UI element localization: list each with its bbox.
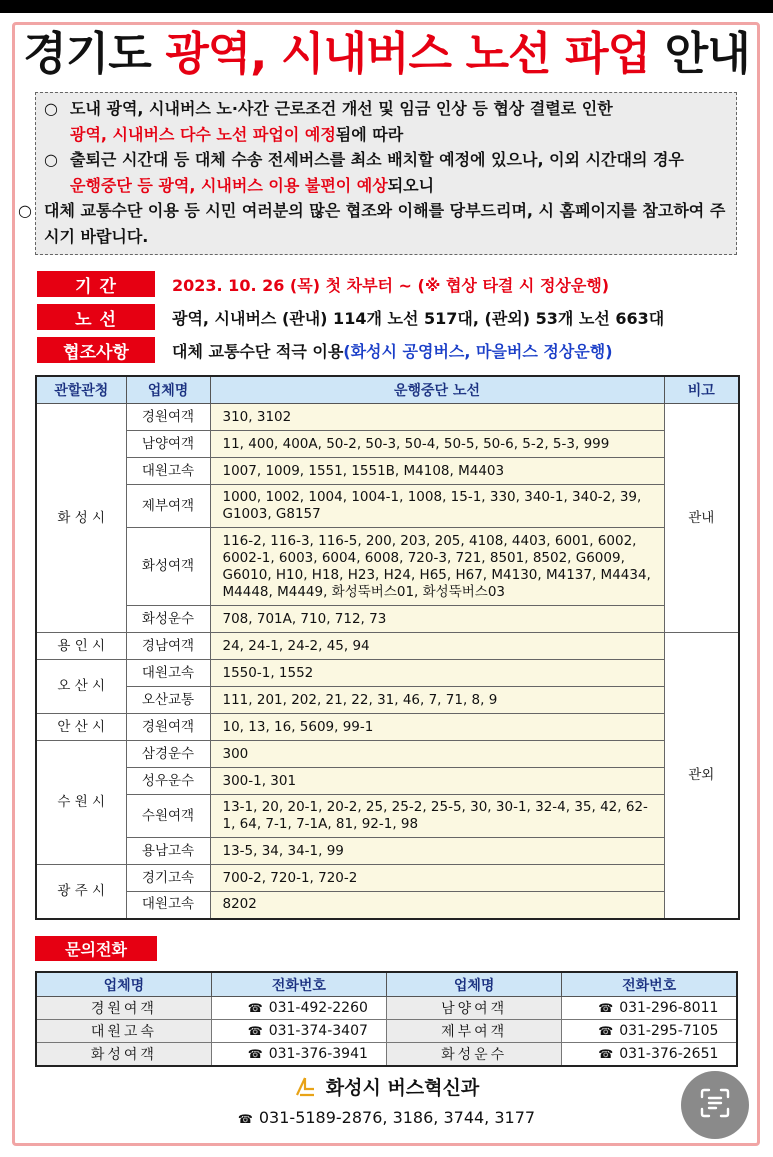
table-row	[36, 892, 739, 919]
company-cell: 성우운수	[126, 768, 210, 795]
company-cell: 대원고속	[126, 892, 210, 919]
company-cell: 삼경운수	[126, 741, 210, 768]
routes-cell: 300	[210, 741, 664, 768]
phone-number[interactable]	[562, 997, 737, 1020]
title-post: 안내	[650, 27, 750, 80]
info-period-row	[37, 271, 609, 297]
scan-text-button[interactable]	[681, 1071, 749, 1139]
notice-text: 도내 광역, 시내버스 노·사간 근로조건 개선 및 임금 인상 등 협상 결렬로 인한	[70, 99, 613, 118]
agency-cell: 수 원 시	[36, 741, 126, 865]
title-pre: 경기도	[23, 27, 166, 80]
company-cell: 화성운수	[126, 606, 210, 633]
department-name	[0, 1073, 773, 1102]
coop-text: 대체 교통수단 적극 이용	[172, 341, 344, 361]
table-row	[36, 528, 739, 606]
table-row	[36, 741, 739, 768]
company-cell: 경남여객	[126, 633, 210, 660]
routes-cell: 1000, 1002, 1004, 1004-1, 1008, 15-1, 330, 340-1, 340-2, 39, G1003, G8157	[210, 485, 664, 528]
coop-label: 협조사항	[37, 337, 155, 363]
info-routes-row	[37, 304, 664, 330]
phone-text: 031-296-8011	[619, 1000, 719, 1016]
phone-number[interactable]	[562, 1020, 737, 1043]
routes-cell: 10, 13, 16, 5609, 99-1	[210, 714, 664, 741]
col-header-agency: 관할관청	[36, 376, 126, 404]
company-name: 화성운수	[387, 1043, 562, 1067]
company-cell: 경기고속	[126, 865, 210, 892]
notice-highlight: 광역, 시내버스 다수 노선 파업이 예정	[70, 124, 336, 144]
routes-cell: 116-2, 116-3, 116-5, 200, 203, 205, 4108, 4403, 6001, 6002, 6002-1, 6003, 6004, 6008, 720-3, 721, 8501, 8502, G6009, G6010, H10, H18, H23, H24, H65, H67, M4130, M4137, M4434, M4448, M4449, 화성뚝버스01, 화성뚝버스03	[210, 528, 664, 606]
coop-highlight: (화성시 공영버스, 마을버스 정상운행)	[343, 341, 613, 361]
company-cell: 수원여객	[126, 795, 210, 838]
agency-cell: 오 산 시	[36, 660, 126, 714]
agency-cell: 광 주 시	[36, 865, 126, 919]
phone-icon: ☎	[237, 1112, 253, 1126]
routes-cell: 708, 701A, 710, 712, 73	[210, 606, 664, 633]
routes-cell: 700-2, 720-1, 720-2	[210, 865, 664, 892]
col-header-company: 업체명	[126, 376, 210, 404]
table-row	[36, 795, 739, 838]
notice-text-tail: 됨에 따라	[335, 124, 404, 144]
agency-cell: 용 인 시	[36, 633, 126, 660]
phone-text: 031-376-3941	[268, 1046, 368, 1062]
table-row	[36, 606, 739, 633]
col-header-routes: 운행중단 노선	[210, 376, 664, 404]
route-table-header	[36, 376, 739, 404]
info-coop-row	[37, 337, 613, 363]
notice-text: 대체 교통수단 이용 등 시민 여러분의 많은 협조와 이해를 당부드리며, 시 홈페이지를 참고하여 주시기 바랍니다.	[44, 201, 726, 246]
table-row	[36, 485, 739, 528]
phone-table	[35, 971, 738, 1067]
phone-icon: ☎	[598, 1024, 614, 1038]
notice-text-tail: 되오니	[387, 175, 435, 195]
phone-number[interactable]	[562, 1043, 737, 1067]
coop-value	[172, 339, 613, 362]
table-row	[36, 660, 739, 687]
company-cell: 경원여객	[126, 404, 210, 431]
table-row	[36, 404, 739, 431]
company-cell: 오산교통	[126, 687, 210, 714]
table-row	[36, 838, 739, 865]
table-row	[36, 768, 739, 795]
table-row	[36, 633, 739, 660]
table-row	[36, 865, 739, 892]
routes-cell: 111, 201, 202, 21, 22, 31, 46, 7, 71, 8, 9	[210, 687, 664, 714]
phone-table-header	[36, 972, 737, 997]
phone-text: 031-295-7105	[619, 1023, 719, 1039]
table-row	[36, 1020, 737, 1043]
company-cell: 경원여객	[126, 714, 210, 741]
phone-text: 031-376-2651	[619, 1046, 719, 1062]
phone-text: 031-492-2260	[268, 1000, 368, 1016]
routes-cell: 13-5, 34, 34-1, 99	[210, 838, 664, 865]
routes-value: 광역, 시내버스 (관내) 114개 노선 517대, (관외) 53개 노선 663대	[172, 308, 665, 328]
company-cell: 용남고속	[126, 838, 210, 865]
routes-cell: 300-1, 301	[210, 768, 664, 795]
table-row	[36, 1043, 737, 1067]
notice-item	[18, 198, 728, 249]
phone-icon: ☎	[247, 1001, 263, 1015]
company-name: 대원고속	[36, 1020, 211, 1043]
phone-number[interactable]	[211, 1043, 386, 1067]
routes-cell: 11, 400, 400A, 50-2, 50-3, 50-4, 50-5, 50-6, 5-2, 5-3, 999	[210, 431, 664, 458]
table-row	[36, 431, 739, 458]
phone-icon: ☎	[247, 1024, 263, 1038]
table-row	[36, 687, 739, 714]
routes-cell: 1550-1, 1552	[210, 660, 664, 687]
company-cell: 남양여객	[126, 431, 210, 458]
bullet-circle-icon: ○	[44, 150, 58, 169]
company-cell: 대원고속	[126, 458, 210, 485]
phone-icon: ☎	[247, 1047, 263, 1061]
routes-label: 노 선	[37, 304, 155, 330]
phone-number[interactable]	[211, 997, 386, 1020]
table-row	[36, 997, 737, 1020]
company-cell: 대원고속	[126, 660, 210, 687]
agency-cell: 화 성 시	[36, 404, 126, 633]
routes-cell: 24, 24-1, 24-2, 45, 94	[210, 633, 664, 660]
notice-item	[44, 96, 728, 147]
title-highlight: 광역, 시내버스 노선 파업	[165, 27, 651, 80]
period-label: 기 간	[37, 271, 155, 297]
table-row	[36, 458, 739, 485]
status-bar	[0, 0, 773, 13]
note-cell: 관외	[664, 633, 739, 919]
company-name: 경원여객	[36, 997, 211, 1020]
notice-text: 출퇴근 시간대 등 대체 수송 전세버스를 최소 배치할 예정에 있으나, 이외 시간대의 경우	[70, 150, 684, 169]
company-cell: 제부여객	[126, 485, 210, 528]
phone-icon: ☎	[598, 1047, 614, 1061]
routes-cell: 13-1, 20, 20-1, 20-2, 25, 25-2, 25-5, 30, 30-1, 32-4, 35, 42, 62-1, 64, 7-1, 7-1A, 81, 92-1, 98	[210, 795, 664, 838]
col-header-company: 업체명	[36, 972, 211, 997]
table-row	[36, 714, 739, 741]
routes-cell: 8202	[210, 892, 664, 919]
col-header-phone: 전화번호	[211, 972, 386, 997]
inquiry-label: 문의전화	[35, 936, 157, 961]
col-header-phone: 전화번호	[562, 972, 737, 997]
phone-number[interactable]	[211, 1020, 386, 1043]
notice-item	[44, 147, 728, 198]
notice-box	[18, 92, 737, 255]
routes-cell: 1007, 1009, 1551, 1551B, M4108, M4403	[210, 458, 664, 485]
company-name: 제부여객	[387, 1020, 562, 1043]
period-value: 2023. 10. 26 (목) 첫 차부터 ~ (※ 협상 타결 시 정상운행)	[172, 275, 610, 295]
department-text: 화성시 버스혁신과	[325, 1077, 480, 1099]
bullet-circle-icon: ○	[18, 201, 32, 220]
department-phone-text: 031-5189-2876, 3186, 3744, 3177	[258, 1108, 536, 1127]
route-table	[35, 375, 740, 920]
col-header-company: 업체명	[387, 972, 562, 997]
company-name: 남양여객	[387, 997, 562, 1020]
notice-highlight: 운행중단 등 광역, 시내버스 이용 불편이 예상	[70, 175, 388, 195]
scan-text-icon	[698, 1086, 732, 1124]
phone-icon: ☎	[598, 1001, 614, 1015]
company-cell: 화성여객	[126, 528, 210, 606]
agency-cell: 안 산 시	[36, 714, 126, 741]
page-title	[0, 26, 773, 82]
department-phone[interactable]	[0, 1108, 773, 1127]
routes-cell: 310, 3102	[210, 404, 664, 431]
company-name: 화성여객	[36, 1043, 211, 1067]
hwaseong-logo-icon	[294, 1075, 316, 1102]
phone-text: 031-374-3407	[268, 1023, 368, 1039]
bullet-circle-icon: ○	[44, 99, 58, 118]
note-cell: 관내	[664, 404, 739, 633]
col-header-note: 비고	[664, 376, 739, 404]
